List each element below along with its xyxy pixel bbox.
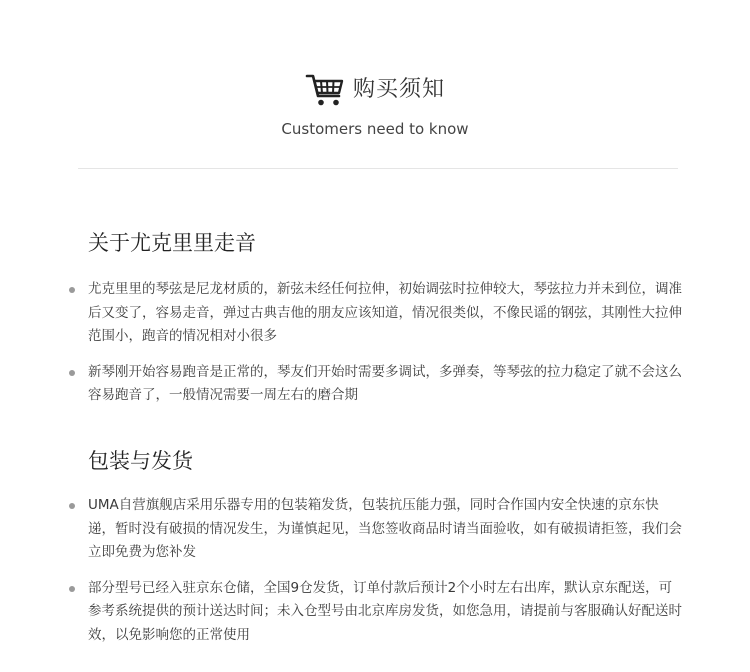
list-item [88, 494, 684, 565]
section-list [0, 494, 750, 647]
list-item-text: 尤克里里的琴弦是尼龙材质的，新弦未经任何拉伸，初始调弦时拉伸较大，琴弦拉力并未到位，调准后又变了，容易走音，弹过古典吉他的朋友应该知道，情况很类似，不像民谣的钢弦，其刚性大拉伸范围小，跑音的情况相对小很多 [88, 281, 682, 344]
list-item [88, 278, 684, 349]
page-title: 购买须知 [352, 77, 445, 102]
section-shipping [0, 444, 750, 647]
shopping-cart-icon [305, 72, 345, 108]
header-divider [78, 168, 678, 169]
section-title: 关于尤克里里走音 [88, 231, 256, 255]
page-subtitle: Customers need to know [281, 120, 469, 138]
bullet-dot-icon [69, 503, 75, 509]
title-row [0, 70, 750, 110]
bullet-dot-icon [69, 370, 75, 376]
section-tuning [0, 226, 750, 408]
list-item-text: UMA自营旗舰店采用乐器专用的包装箱发货，包装抗压能力强，同时合作国内安全快速的京东快递，暂时没有破损的情况发生，为谨慎起见，当您签收商品时请当面验收，如有破损请拒签，我们会立即免费为您补发 [88, 497, 682, 560]
list-item [88, 361, 684, 408]
section-title: 包装与发货 [88, 449, 193, 473]
bullet-dot-icon [69, 287, 75, 293]
header [0, 0, 750, 170]
bullet-dot-icon [69, 586, 75, 592]
section-list [0, 278, 750, 408]
list-item [88, 577, 684, 648]
list-item-text: 新琴刚开始容易跑音是正常的，琴友们开始时需要多调试，多弹奏，等琴弦的拉力稳定了就不会这么容易跑音了，一般情况需要一周左右的磨合期 [88, 363, 682, 403]
list-item-text: 部分型号已经入驻京东仓储，全国9仓发货，订单付款后预计2个小时左右出库，默认京东配送，可参考系统提供的预计送达时间；未入仓型号由北京库房发货，如您急用，请提前与客服确认好配送时效，以免影响您的正常使用 [88, 579, 682, 643]
